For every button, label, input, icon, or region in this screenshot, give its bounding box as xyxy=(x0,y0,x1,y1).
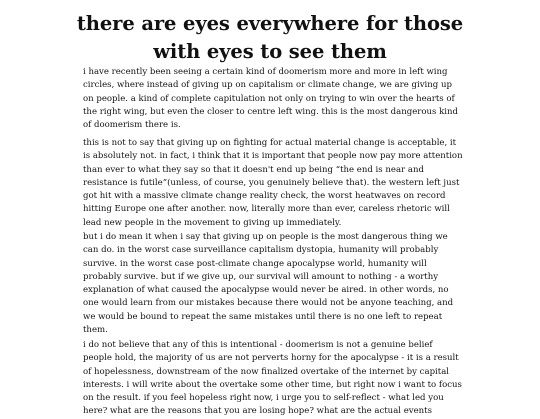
article-paragraph: but i do mean it when i say that giving up on people is the most dangerous thing we can do. in the worst case surveillance capitalism dystopia, humanity will probably survive. in the worst case post-climate change apocalypse world, humanity will probably survive. but if we give up, our survival will amount to nothing - a worthy explanation of what caused the apocalypse would never be aired. in other words, no one would learn from our mistakes because there would not be anyone teaching, and we would be bound to repeat the same mistakes until there is no one left to repeat them. xyxy=(83,232,454,336)
article-title: there are eyes everywhere for those with eyes to see them xyxy=(76,12,464,63)
article-paragraph: i do not believe that any of this is intentional - doomerism is not a genuine belief people hold, the majority of us are not perverts horny for the apocalypse - it is a result of hopelessness, downstream of the now finalized overtake of the internet by capital interests. i will write about the overtake some other time, but right now i want to focus on the result. if you feel hopeless right now, i urge you to self-reflect - what led you here? what are the reasons that you are losing hope? what are the actual events xyxy=(83,340,462,417)
article-paragraph: this is not to say that giving up on fighting for actual material change is acceptable, it is absolutely not. in fact, i think that it is important that people now pay more attention than ever to what they say so that it doesn't end up being “the end is near and resistance is futile”(unless, of course, you genuinely believe that). the western left just got hit with a massive climate change reality check, the worst heatwaves on record hitting Europe one after another. now, literally more than ever, careless rhetoric will lead new people in the movement to giving up immediately. xyxy=(83,138,463,228)
article-paragraph: i have recently been seeing a certain kind of doomerism more and more in left wing circles, where instead of giving up on capitalism or climate change, we are giving up on people. a kind of complete capitulation not only on trying to win over the hearts of the right wing, but even the closer to centre left wing. this is the most dangerous kind of doomerism there is. xyxy=(83,67,458,131)
